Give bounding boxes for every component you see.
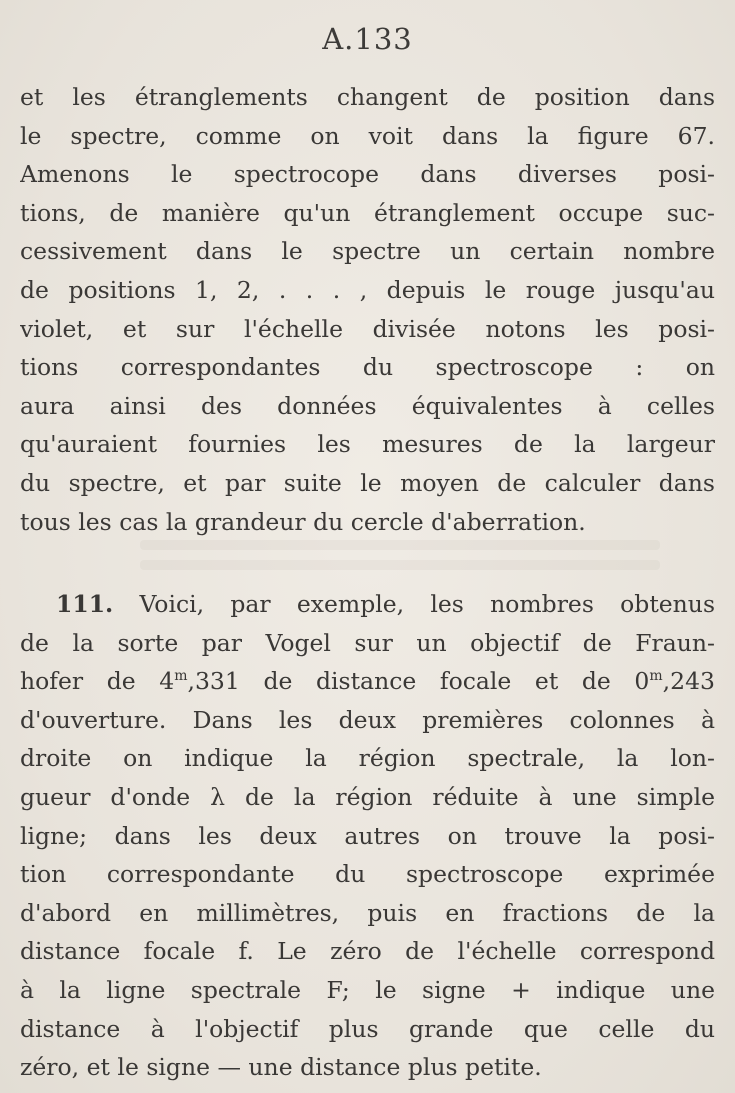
text-line: aura ainsi des données équivalentes à celles: [20, 391, 715, 420]
superscript: m: [649, 668, 663, 685]
text-line: à la ligne spectrale F; le signe + indique une: [20, 975, 715, 1004]
text-line: de positions 1, 2, . . . , depuis le rouge jusqu'au: [20, 275, 715, 304]
section-number: 111.: [56, 590, 114, 618]
text-line: droite on indique la région spectrale, la lon-: [20, 744, 715, 773]
paragraph-1: [20, 78, 715, 541]
text-line: violet, et sur l'échelle divisée notons les posi-: [20, 314, 715, 343]
text-line: qu'auraient fournies les mesures de la largeur: [20, 430, 715, 459]
text-line: ligne; dans les deux autres on trouve la posi-: [20, 821, 715, 850]
show-through-mark: [140, 540, 660, 550]
text-line: et les étranglements changent de position dans: [20, 83, 715, 111]
text-line: zéro, et le signe — une distance plus petite.: [20, 1053, 542, 1082]
text-fragment: hofer de 4: [20, 667, 175, 696]
running-head: A.133: [322, 22, 413, 56]
superscript: m: [174, 668, 188, 685]
text-line: tous les cas la grandeur du cercle d'aberration.: [20, 507, 586, 536]
text-line: cessivement dans le spectre un certain nombre: [20, 237, 715, 266]
text-line: le spectre, comme on voit dans la figure 67.: [20, 121, 715, 150]
text-line: du spectre, et par suite le moyen de calculer dans: [20, 468, 715, 497]
text-line: tion correspondante du spectroscope exprimée: [20, 860, 715, 889]
text-line: tions correspondantes du spectroscope : on: [20, 353, 715, 382]
text-line: de la sorte par Vogel sur un objectif de Fraun-: [20, 628, 715, 657]
text-line: distance focale f. Le zéro de l'échelle correspond: [20, 937, 715, 966]
text-line: distance à l'objectif plus grande que celle du: [20, 1014, 715, 1043]
text-fragment: ,331 de distance focale et de 0: [187, 667, 650, 696]
paragraph-2: [20, 585, 715, 1087]
text-line: d'ouverture. Dans les deux premières colonnes à: [20, 705, 715, 734]
text-fragment: ,243: [662, 667, 715, 696]
text-line: [20, 662, 715, 701]
text-line: tions, de manière qu'un étranglement occupe suc-: [20, 198, 715, 227]
show-through-mark: [140, 560, 660, 570]
text-line: gueur d'onde λ de la région réduite à une simple: [20, 782, 715, 811]
text-line: d'abord en millimètres, puis en fractions de la: [20, 898, 715, 927]
text-line: Amenons le spectrocope dans diverses posi-: [20, 160, 715, 189]
text-line: [20, 585, 715, 624]
text-fragment: Voici, par exemple, les nombres obtenus: [113, 590, 715, 618]
